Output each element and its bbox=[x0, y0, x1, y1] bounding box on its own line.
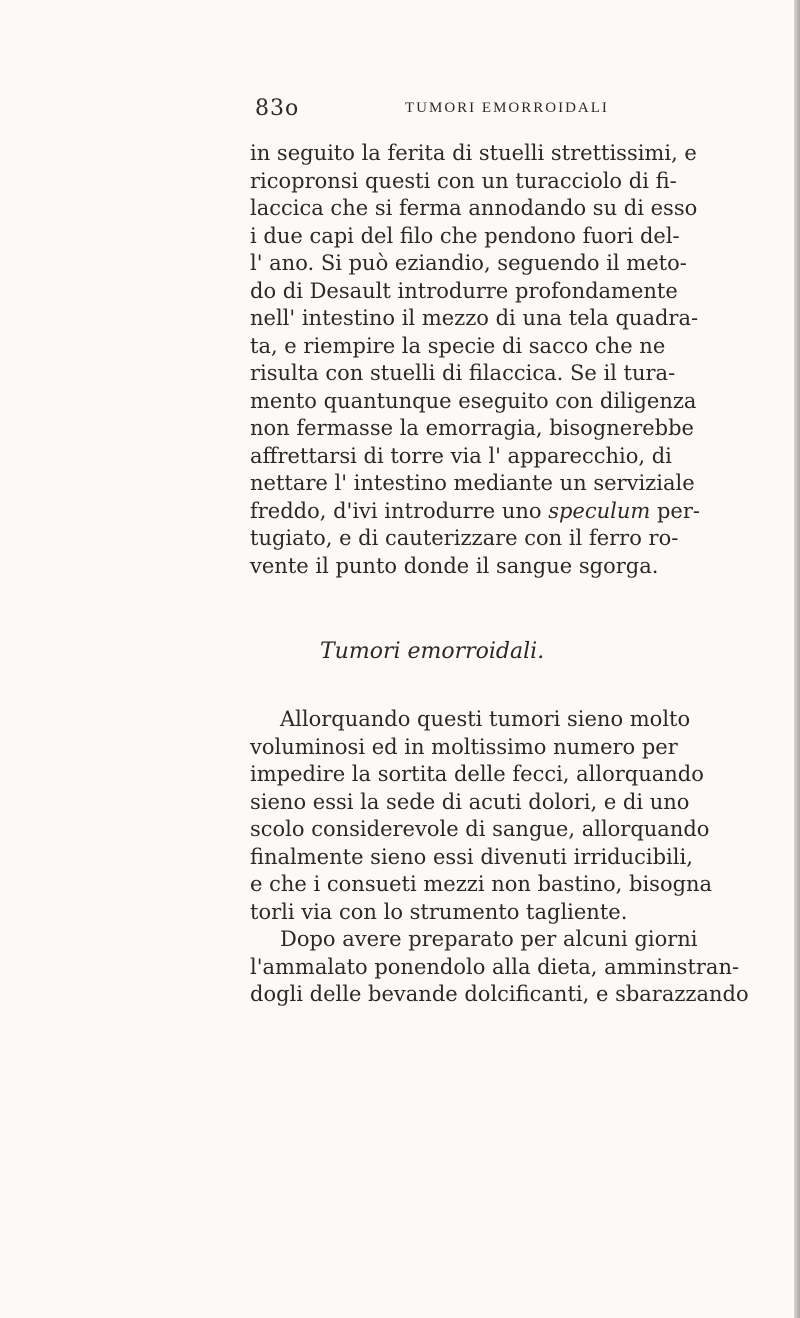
text-line: laccica che si ferma annodando su di esso bbox=[250, 196, 698, 220]
text-line: in seguito la ferita di stuelli strettissimi, e bbox=[250, 141, 697, 165]
paragraph-2 bbox=[250, 706, 795, 926]
text-line: non fermasse la emorragia, bisognerebbe bbox=[250, 416, 694, 440]
text-line: nell' intestino il mezzo di una tela quadra- bbox=[250, 306, 699, 330]
text-line: Allorquando questi tumori sieno molto bbox=[280, 707, 691, 731]
text-line bbox=[250, 498, 795, 526]
paragraph-1 bbox=[250, 140, 795, 580]
text-line: l' ano. Si può eziandio, seguendo il meto- bbox=[250, 251, 687, 275]
italic-term: speculum bbox=[548, 498, 651, 523]
text-line: nettare l' intestino mediante un serviziale bbox=[250, 471, 695, 495]
page-header bbox=[255, 96, 675, 126]
text-line: ricopronsi questi con un turacciolo di fi- bbox=[250, 168, 677, 193]
text-line: impedire la sortita delle fecci, allorquando bbox=[250, 762, 704, 786]
text-line: torli via con lo strumento tagliente. bbox=[250, 899, 628, 924]
text-line: i due capi del filo che pendono fuori del- bbox=[250, 223, 680, 248]
text-line: Dopo avere preparato per alcuni giorni bbox=[280, 927, 698, 951]
text-segment: freddo, d'ivi introdurre uno bbox=[250, 498, 549, 523]
text-line: dogli delle bevande dolcificanti, e sbarazzando bbox=[250, 982, 749, 1006]
text-line: e che i consueti mezzi non bastino, bisogna bbox=[250, 872, 713, 896]
text-segment: per- bbox=[650, 498, 700, 523]
section-title: Tumori emorroidali. bbox=[320, 639, 545, 664]
text-line: finalmente sieno essi divenuti irriducibili, bbox=[250, 844, 693, 869]
body-text bbox=[250, 140, 795, 1009]
text-line: do di Desault introdurre profondamente bbox=[250, 278, 678, 303]
text-line: scolo considerevole di sangue, allorquando bbox=[250, 817, 710, 841]
text-line: vente il punto donde il sangue sgorga. bbox=[250, 553, 659, 578]
text-line: risulta con stuelli di filaccica. Se il tura- bbox=[250, 361, 676, 385]
page-number: 83o bbox=[255, 96, 300, 121]
text-line: l'ammalato ponendolo alla dieta, amminstran- bbox=[250, 954, 740, 979]
text-line: ta, e riempire la specie di sacco che ne bbox=[250, 333, 666, 358]
text-line: tugiato, e di cauterizzare con il ferro ro- bbox=[250, 526, 679, 550]
text-line: voluminosi ed in moltissimo numero per bbox=[250, 734, 678, 759]
text-line: affrettarsi di torre via l' apparecchio, di bbox=[250, 443, 672, 468]
text-line: mento quantunque eseguito con diligenza bbox=[250, 388, 697, 413]
text-line: sieno essi la sede di acuti dolori, e di uno bbox=[250, 789, 690, 814]
running-head: TUMORI EMORROIDALI bbox=[405, 100, 609, 116]
paragraph-3 bbox=[250, 926, 795, 1009]
